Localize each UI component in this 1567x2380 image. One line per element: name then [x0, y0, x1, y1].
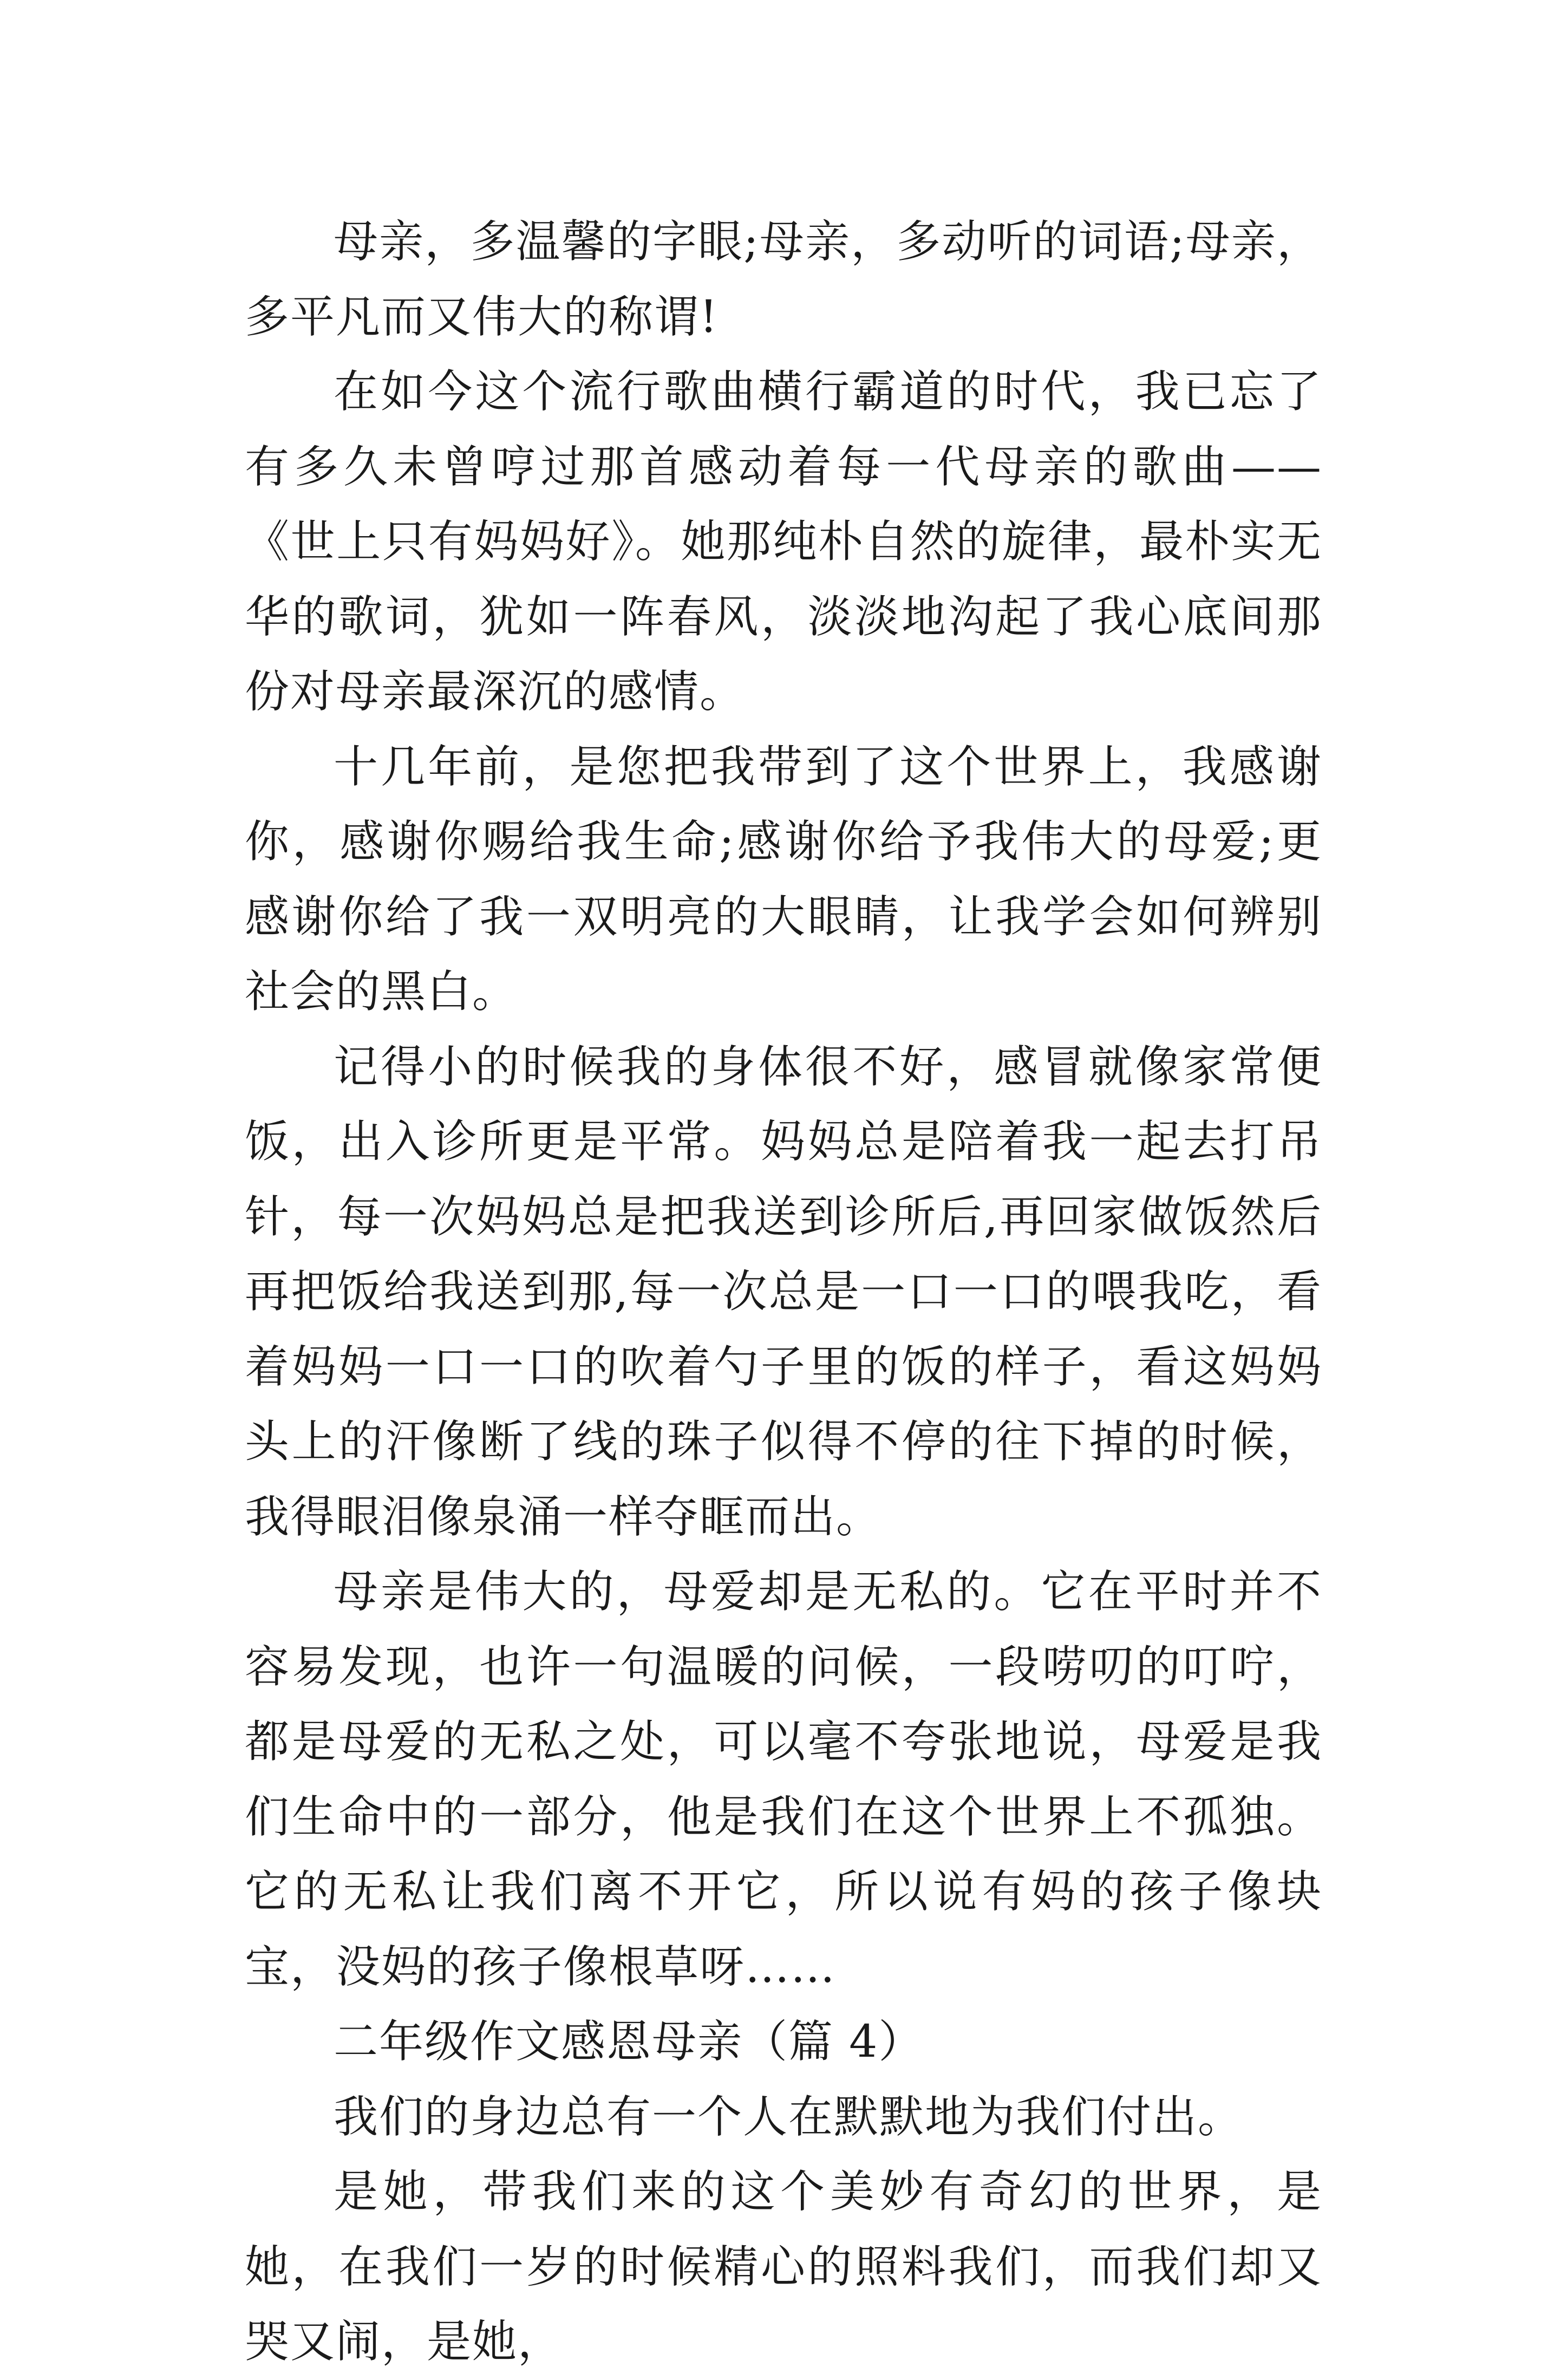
paragraph-1: 母亲，多温馨的字眼;母亲，多动听的词语;母亲，多平凡而又伟大的称谓!: [245, 216, 1322, 343]
paragraph-6: 我们的身边总有一个人在默默地为我们付出。: [334, 2091, 1244, 2143]
paragraph-3: 十几年前，是您把我带到了这个世界上，我感谢你，感谢你赐给我生命;感谢你给予我伟大的母爱;更感谢你给了我一双明亮的大眼睛，让我学会如何辨别社会的黑白。: [245, 741, 1322, 1018]
paragraph-4: 记得小的时候我的身体很不好，感冒就像家常便饭，出入诊所更是平常。妈妈总是陪着我一起去打吊针，每一次妈妈总是把我送到诊所后,再回家做饭然后再把饭给我送到那,每一次总是一口一口的喂我吃，看着妈妈一口一口的吹着勺子里的饭的样子，看这妈妈头上的汗像断了线的珠子似得不停的往下掉的时候，我得眼泪像泉涌一样夺眶而出。: [245, 1041, 1322, 1543]
paragraph-2: 在如今这个流行歌曲横行霸道的时代，我已忘了有多久未曾哼过那首感动着每一代母亲的歌曲——《世上只有妈妈好》。她那纯朴自然的旋律，最朴实无华的歌词，犹如一阵春风，淡淡地沟起了我心底间那份对母亲最深沉的感情。: [245, 366, 1322, 718]
document-body: [245, 205, 1322, 2380]
paragraph-7: 是她，带我们来的这个美妙有奇幻的世界，是她，在我们一岁的时候精心的照料我们，而我们却又哭又闹，是她，: [245, 2166, 1322, 2368]
paragraph-5: 母亲是伟大的，母爱却是无私的。它在平时并不容易发现，也许一句温暖的问候，一段唠叨的叮咛，都是母爱的无私之处，可以毫不夸张地说，母爱是我们生命中的一部分，他是我们在这个世界上不孤独。它的无私让我们离不开它，所以说有妈的孩子像块宝，没妈的孩子像根草呀……: [245, 1566, 1322, 1993]
section-heading: 二年级作文感恩母亲（篇 4）: [334, 2016, 924, 2068]
